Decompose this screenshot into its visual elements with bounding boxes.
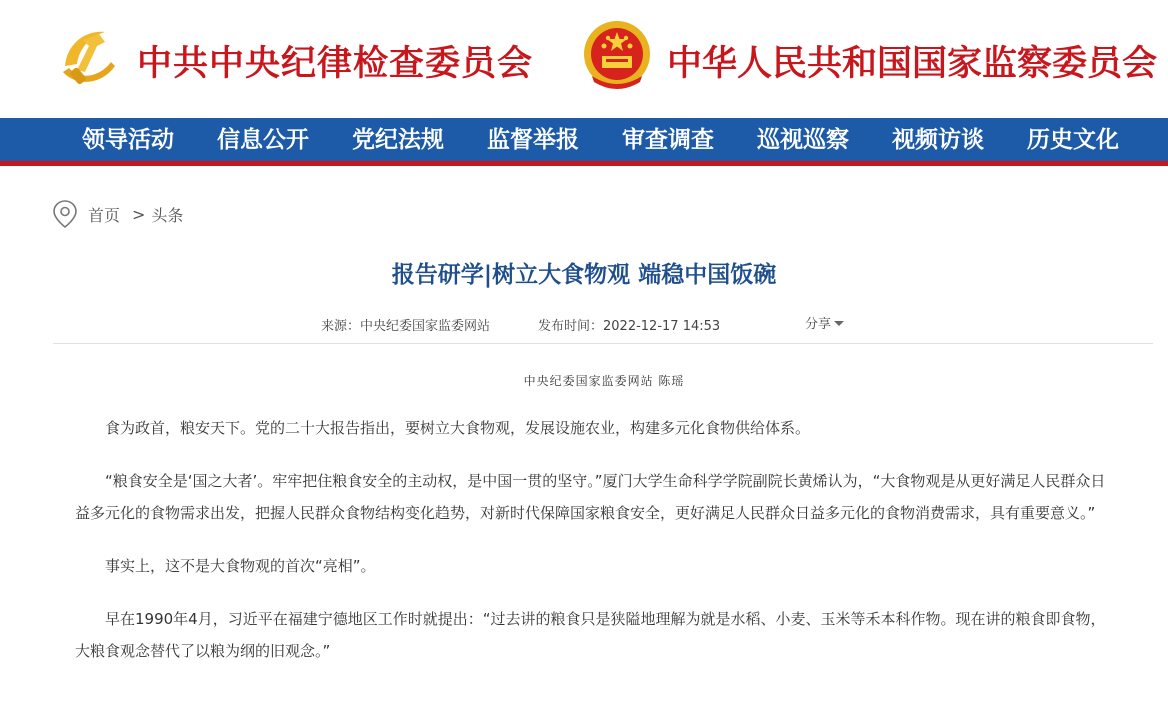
article-publish-time bbox=[538, 315, 720, 334]
share-label: 分享 bbox=[805, 317, 832, 332]
source-label: 来源： bbox=[321, 319, 361, 334]
nav-item-info-disclosure[interactable]: 信息公开 bbox=[217, 126, 309, 153]
paragraph: 事实上，这不是大食物观的首次“亮相”。 bbox=[105, 557, 376, 575]
nav-item-video[interactable]: 视频访谈 bbox=[892, 126, 984, 153]
location-pin-icon bbox=[52, 199, 78, 229]
site-header bbox=[0, 0, 1168, 118]
breadcrumb-home-link[interactable]: 首页 bbox=[88, 205, 121, 225]
article-title: 报告研学|树立大食物观 端稳中国饭碗 bbox=[391, 262, 777, 288]
share-button[interactable] bbox=[805, 313, 844, 332]
breadcrumb-separator: > bbox=[132, 204, 146, 224]
paragraph: 早在1990年4月，习近平在福建宁德地区工作时就提出：“过去讲的粮食只是狭隘地理解为就是水稻、小麦、玉米等禾本科作物。现在讲的粮食即食物，大粮食观念替代了以粮为纲的旧观念。” bbox=[75, 610, 1106, 660]
party-emblem-icon[interactable] bbox=[55, 22, 121, 88]
main-nav bbox=[0, 118, 1168, 166]
article-byline: 中央纪委国家监委网站 陈瑶 bbox=[523, 374, 685, 388]
nav-item-regulations[interactable]: 党纪法规 bbox=[352, 126, 444, 153]
time-value: 2022-12-17 14:53 bbox=[603, 319, 721, 334]
article-body bbox=[75, 412, 1120, 688]
article-source bbox=[321, 315, 490, 334]
nav-item-report[interactable]: 监督举报 bbox=[487, 126, 579, 153]
nav-item-history[interactable]: 历史文化 bbox=[1027, 126, 1119, 153]
time-label: 发布时间： bbox=[538, 319, 604, 334]
nav-item-leadership[interactable]: 领导活动 bbox=[82, 126, 174, 153]
nav-item-inspection[interactable]: 巡视巡察 bbox=[757, 126, 849, 153]
paragraph: 食为政首，粮安天下。党的二十大报告指出，要树立大食物观，发展设施农业，构建多元化食物供给体系。 bbox=[105, 419, 811, 437]
cpc-ccdi-title[interactable]: 中共中央纪律检查委员会 bbox=[137, 43, 534, 84]
paragraph: “粮食安全是‘国之大者’。牢牢把住粮食安全的主动权，是中国一贯的坚守。”厦门大学生命科学学院副院长黄烯认为，“大食物观是从更好满足人民群众日益多元化的食物需求出发，把握人民群众食物结构变化趋势，对新时代保障国家粮食安全，更好满足人民群众日益多元化的食物消费需求，具有重要意义。” bbox=[75, 472, 1106, 522]
national-emblem-icon[interactable] bbox=[582, 20, 652, 92]
divider bbox=[53, 343, 1153, 344]
source-value: 中央纪委国家监委网站 bbox=[360, 319, 491, 334]
nsc-title[interactable]: 中华人民共和国国家监察委员会 bbox=[667, 43, 1158, 84]
nav-item-investigation[interactable]: 审查调查 bbox=[622, 126, 714, 153]
breadcrumb bbox=[52, 199, 183, 229]
chevron-down-icon bbox=[834, 321, 844, 326]
breadcrumb-current-link[interactable]: 头条 bbox=[151, 205, 184, 225]
